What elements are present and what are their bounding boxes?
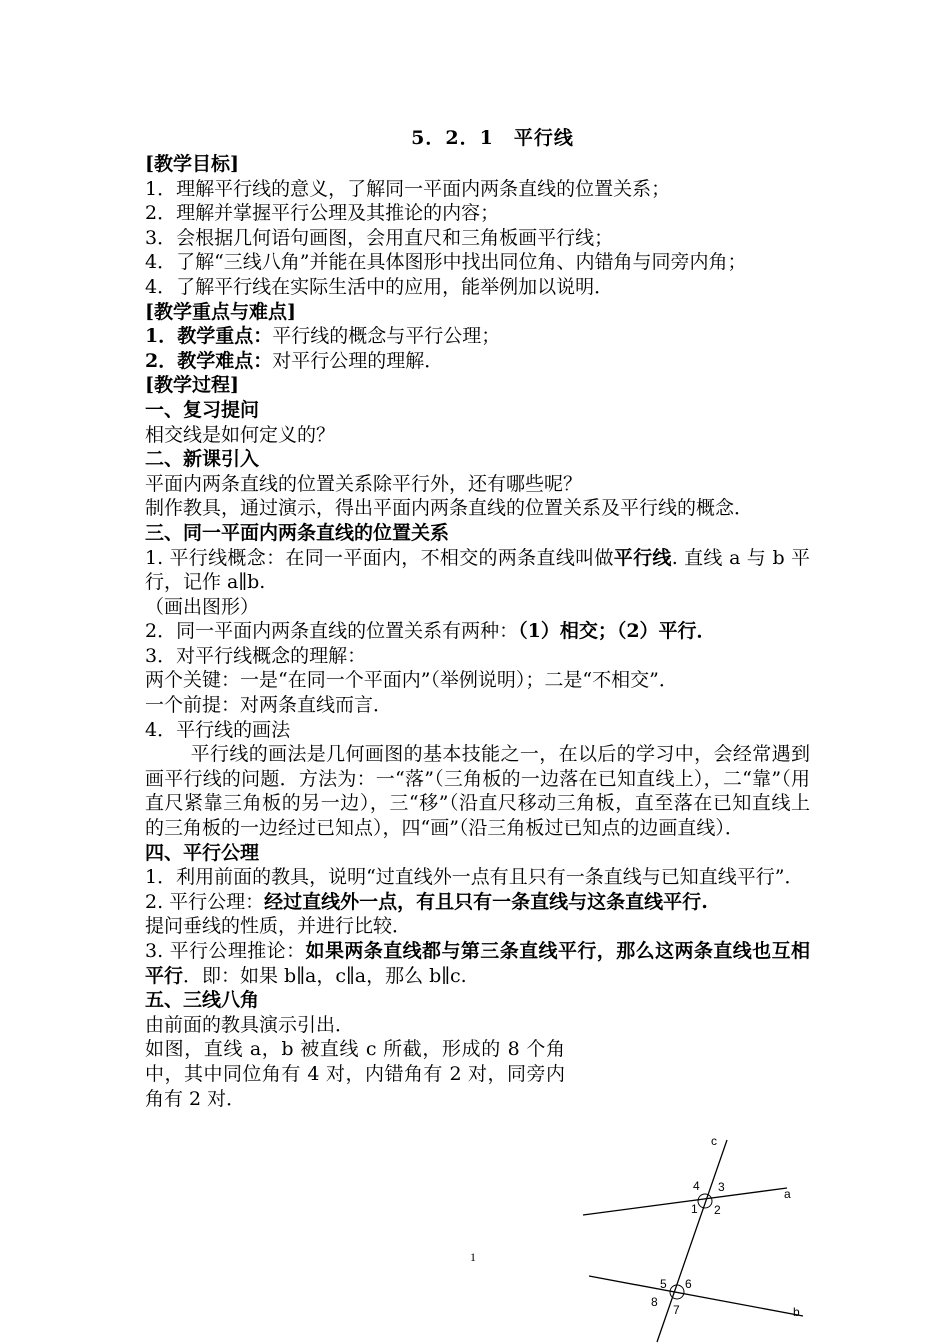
- bold-term: 平行线: [613, 546, 672, 569]
- paragraph: 相交线是如何定义的？: [145, 423, 336, 446]
- document-body: [145, 124, 810, 1111]
- text-span: 3. 平行公理推论：: [145, 940, 306, 962]
- goal-item: 4．了解“三线八角”并能在具体图形中找出同位角、内错角与同旁内角；: [145, 251, 747, 274]
- paragraph: 由前面的教具演示引出．: [145, 1013, 355, 1036]
- heading-intro: 二、新课引入: [145, 448, 260, 471]
- text-span: 2．同一平面内两条直线的位置关系有两种：: [145, 620, 519, 643]
- goal-item: 3．会根据几何语句画图，会用直尺和三角板画平行线；: [145, 226, 614, 249]
- goal-item: 2．理解并掌握平行公理及其推论的内容；: [145, 202, 500, 225]
- goal-item: 4．了解平行线在实际生活中的应用，能举例加以说明．: [145, 275, 614, 298]
- paragraph: [145, 939, 810, 988]
- angle-label-3: 3: [718, 1180, 725, 1194]
- paragraph: 平面内两条直线的位置关系除平行外，还有哪些呢？: [145, 472, 583, 495]
- difficulty-text: 对平行公理的理解．: [272, 349, 444, 372]
- angle-label-4: 4: [693, 1179, 700, 1193]
- heading-axiom: 四、平行公理: [145, 841, 260, 864]
- heading-angles: 五、三线八角: [145, 989, 260, 1012]
- paragraph: 平行线的画法是几何画图的基本技能之一，在以后的学习中，会经常遇到画平行线的问题．方法为：一“落”（三角板的一边落在已知直线上），二“靠”（用直尺紧靠三角板的另一边），三“移”（沿直尺移动三角板，直至落在已知直线上的三角板的一边经过已知点），四“画”（沿三角板过已知点的边画直线）．: [145, 743, 810, 840]
- heading-positions: 三、同一平面内两条直线的位置关系: [145, 521, 450, 544]
- heading-review: 一、复习提问: [145, 398, 260, 421]
- angle-label-2: 2: [714, 1203, 721, 1217]
- angle-label-8: 8: [651, 1295, 658, 1309]
- angle-label-7: 7: [673, 1303, 680, 1317]
- bold-term: 经过直线外一点，有且只有一条直线与这条直线平行: [264, 890, 702, 913]
- text-span: 1. 平行线概念：在同一平面内，不相交的两条直线叫做: [145, 546, 614, 569]
- section-heading-goals: [教学目标]: [145, 153, 239, 175]
- key-point: [145, 324, 810, 349]
- angle-marker-top: [698, 1194, 712, 1208]
- paragraph: 4．平行线的画法: [145, 718, 291, 741]
- bold-term: 如果两条直线都与第三条直线平行，那么这两条直线也互相平行: [145, 940, 810, 987]
- paragraph: [145, 619, 810, 644]
- line-b: [589, 1276, 803, 1316]
- angle-label-6: 6: [685, 1277, 692, 1291]
- goal-item: 1．理解平行线的意义，了解同一平面内两条直线的位置关系；: [145, 177, 671, 200]
- paragraph: 提问垂线的性质，并进行比较．: [145, 915, 412, 938]
- paragraph: [145, 890, 810, 915]
- text-span: 2. 平行公理：: [145, 890, 265, 913]
- label-line-a: a: [784, 1187, 791, 1201]
- angle-label-5: 5: [660, 1277, 667, 1291]
- bold-term: （1）相交；（2）平行．: [518, 620, 716, 643]
- paragraph: 3．对平行线概念的理解：: [145, 644, 367, 667]
- paragraph: 两个关键：一是“在同一个平面内”（举例说明）；二是“不相交”．: [145, 669, 678, 692]
- key-point-label: 1．教学重点：: [145, 325, 273, 348]
- three-lines-eight-angles-diagram: [575, 1130, 815, 1344]
- section-heading-process: [教学过程]: [145, 374, 239, 397]
- key-point-text: 平行线的概念与平行公理；: [272, 325, 501, 348]
- line-c: [657, 1140, 727, 1342]
- paragraph: 如图，直线 a，b 被直线 c 所截，形成的 8 个角中，其中同位角有 4 对，内错角有 2 对，同旁内角有 2 对．: [145, 1038, 565, 1110]
- difficulty: [145, 349, 810, 374]
- label-line-b: b: [793, 1305, 800, 1319]
- page-number: 1: [470, 1250, 476, 1264]
- section-heading-key: [教学重点与难点]: [145, 300, 296, 323]
- text-span: . 直线 a 与 b 平行，记作 a∥b.: [145, 546, 810, 594]
- paragraph: 1．利用前面的教具，说明“过直线外一点有且只有一条直线与已知直线平行”．: [145, 866, 804, 889]
- paragraph: 制作教具，通过演示，得出平面内两条直线的位置关系及平行线的概念．: [145, 497, 754, 520]
- difficulty-label: 2．教学难点：: [145, 349, 273, 372]
- paragraph: （画出图形）: [145, 595, 260, 618]
- angle-label-1: 1: [691, 1202, 698, 1216]
- page-title: 5．2．1 平行线: [411, 127, 574, 149]
- label-line-c: c: [711, 1134, 717, 1148]
- paragraph: [145, 546, 810, 595]
- text-span: .: [701, 890, 708, 913]
- text-span: ．即：如果 b∥a，c∥a，那么 b∥c.: [183, 964, 467, 987]
- paragraph: 一个前提：对两条直线而言．: [145, 694, 393, 717]
- line-a: [583, 1188, 787, 1215]
